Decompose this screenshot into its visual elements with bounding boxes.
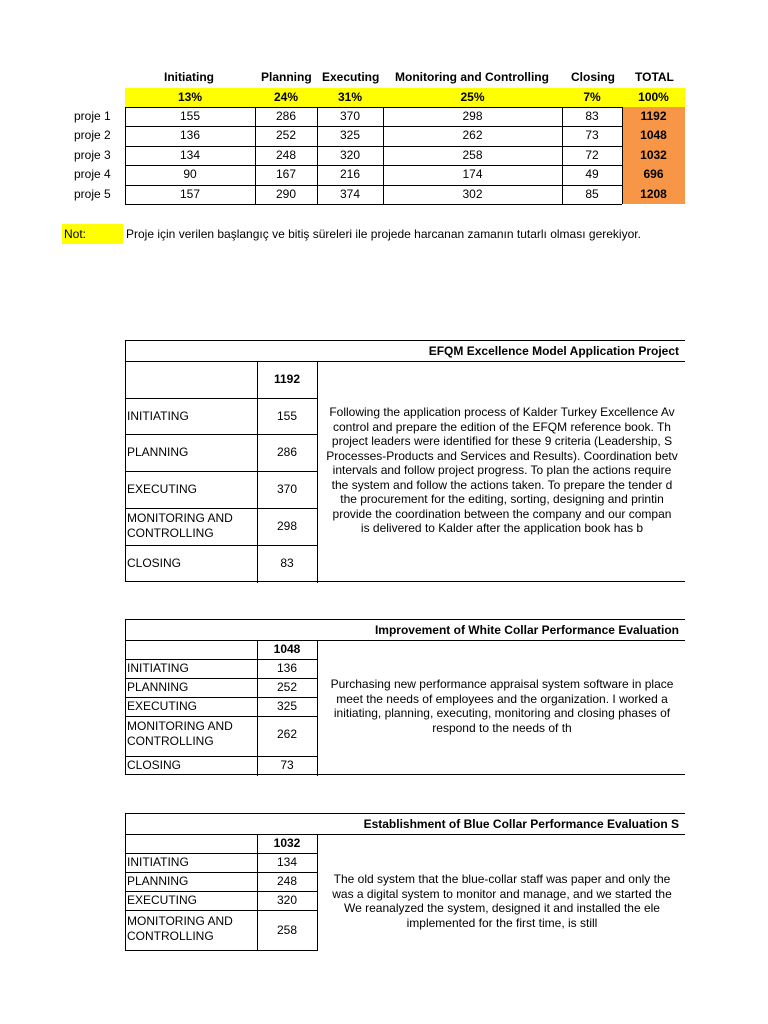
- cell-executing: 374: [339, 187, 361, 201]
- note-label: Not:: [62, 224, 123, 244]
- cell-closing: 85: [585, 187, 599, 201]
- phase-label: EXECUTING: [127, 893, 198, 907]
- phase-label: PLANNING: [127, 680, 189, 694]
- cell-initiating: 157: [179, 187, 201, 201]
- phase-value: 298: [276, 519, 298, 533]
- phase-value: 155: [276, 409, 298, 423]
- project-table-1: [125, 340, 685, 582]
- header-executing: Executing: [322, 70, 380, 84]
- cell-monitoring: 298: [462, 109, 483, 123]
- phase-value: 83: [280, 556, 294, 570]
- phase-label: PLANNING: [127, 874, 189, 888]
- cell-initiating: 136: [179, 128, 201, 142]
- row-label: proje 5: [74, 187, 111, 201]
- cell-executing: 216: [339, 167, 361, 181]
- phase-label: INITIATING: [127, 855, 189, 869]
- phase-label: PLANNING: [127, 445, 189, 459]
- description-line: provide the coordination between the company and our compan: [332, 506, 672, 521]
- phase-label: EXECUTING: [127, 699, 198, 713]
- phase-label: EXECUTING: [127, 482, 198, 496]
- phase-value: 136: [276, 661, 298, 675]
- cell-closing: 49: [585, 167, 599, 181]
- row-label: proje 4: [74, 167, 111, 181]
- description-line: The old system that the blue-collar staff was paper and only the: [333, 872, 671, 886]
- phase-label: CLOSING: [127, 758, 182, 772]
- description-line: initiating, planning, executing, monitoring and closing phases of: [333, 706, 671, 720]
- cell-planning: 248: [275, 148, 297, 162]
- phase-value: 134: [276, 855, 298, 869]
- phase-label: INITIATING: [127, 409, 189, 423]
- phase-value: 262: [276, 727, 298, 741]
- project-description: [319, 405, 685, 536]
- project-table-3: [125, 813, 685, 951]
- phase-value: 370: [276, 482, 298, 496]
- phase-label: MONITORING AND CONTROLLING: [127, 511, 233, 540]
- project-title: Establishment of Blue Collar Performance Evaluation S: [363, 817, 679, 831]
- pct-executing: 31%: [337, 90, 363, 104]
- description-line: intervals and follow project progress. To plan the actions require: [332, 463, 672, 477]
- project-total: 1032: [273, 836, 301, 850]
- row-label: proje 1: [74, 109, 111, 123]
- description-line: implemented for the first time, is still: [406, 915, 598, 930]
- description-line: control and prepare the edition of the EFQM reference book. Th: [333, 419, 671, 434]
- pct-closing: 7%: [583, 90, 601, 104]
- pct-initiating: 13%: [177, 90, 203, 104]
- phase-label: MONITORING AND CONTROLLING: [127, 914, 233, 943]
- cell-total: 1208: [640, 187, 667, 201]
- description-line: was a digital system to monitor and manage, and we started the: [332, 886, 672, 901]
- project-title: EFQM Excellence Model Application Project: [428, 344, 679, 358]
- description-line: project leaders were identified for these 9 criteria (Leadership, S: [331, 434, 673, 448]
- phase-value: 73: [280, 758, 294, 772]
- project-table-2: [125, 619, 685, 775]
- cell-executing: 320: [339, 148, 361, 162]
- cell-planning: 286: [275, 109, 297, 123]
- cell-planning: 290: [275, 187, 297, 201]
- cell-closing: 72: [585, 148, 599, 162]
- cell-total: 696: [643, 167, 664, 181]
- project-total: 1048: [273, 642, 301, 656]
- cell-monitoring: 258: [462, 148, 483, 162]
- header-closing: Closing: [571, 70, 615, 84]
- cell-executing: 325: [339, 128, 361, 142]
- phase-value: 248: [276, 874, 298, 888]
- cell-monitoring: 174: [462, 167, 483, 181]
- description-line: respond to the needs of th: [432, 720, 572, 735]
- description-line: Following the application process of Kalder Turkey Excellence Av: [329, 405, 675, 419]
- cell-monitoring: 302: [462, 187, 483, 201]
- cell-monitoring: 262: [462, 128, 483, 142]
- description-line: the procurement for the editing, sorting, designing and printin: [340, 492, 664, 506]
- cell-total: 1032: [640, 148, 667, 162]
- phase-value: 252: [276, 680, 298, 694]
- cell-closing: 73: [585, 128, 599, 142]
- cell-planning: 167: [275, 167, 297, 181]
- project-description: [319, 677, 685, 735]
- project-total: 1192: [273, 372, 301, 386]
- phase-label: MONITORING AND CONTROLLING: [127, 719, 233, 748]
- description-line: Purchasing new performance appraisal system software in place: [330, 677, 674, 691]
- description-line: is delivered to Kalder after the application book has b: [360, 521, 644, 535]
- cell-initiating: 155: [179, 109, 201, 123]
- description-line: the system and follow the actions taken. To prepare the tender d: [331, 477, 673, 492]
- row-label: proje 3: [74, 148, 111, 162]
- phase-label: INITIATING: [127, 661, 189, 675]
- description-line: Processes-Products and Services and Results). Coordination betv: [326, 448, 678, 463]
- phase-value: 325: [276, 699, 298, 713]
- row-label: proje 2: [74, 128, 111, 142]
- phase-value: 286: [276, 445, 298, 459]
- header-initiating: Initiating: [164, 70, 214, 84]
- header-monitoring: Monitoring and Controlling: [395, 70, 549, 84]
- header-total: TOTAL: [635, 70, 674, 84]
- pct-total: 100%: [638, 90, 669, 104]
- note-text: Proje için verilen başlangıç ve bitiş süreleri ile projede harcanan zamanın tutarlı olması gerekiyor.: [126, 227, 641, 241]
- cell-initiating: 90: [183, 167, 197, 181]
- project-title: Improvement of White Collar Performance Evaluation: [374, 623, 679, 637]
- phase-label: CLOSING: [127, 556, 182, 570]
- phase-value: 258: [276, 923, 298, 937]
- phase-value: 320: [276, 893, 298, 907]
- description-line: We reanalyzed the system, designed it and installed the ele: [344, 901, 660, 915]
- cell-initiating: 134: [179, 148, 201, 162]
- cell-executing: 370: [339, 109, 361, 123]
- cell-total: 1048: [640, 128, 667, 142]
- header-planning: Planning: [261, 70, 312, 84]
- cell-planning: 252: [275, 128, 297, 142]
- cell-total: 1192: [640, 109, 667, 123]
- cell-closing: 83: [585, 109, 599, 123]
- pct-monitoring: 25%: [460, 90, 485, 104]
- project-description: [319, 872, 685, 930]
- description-line: meet the needs of employees and the organization. I worked a: [336, 691, 668, 706]
- pct-planning: 24%: [273, 90, 299, 104]
